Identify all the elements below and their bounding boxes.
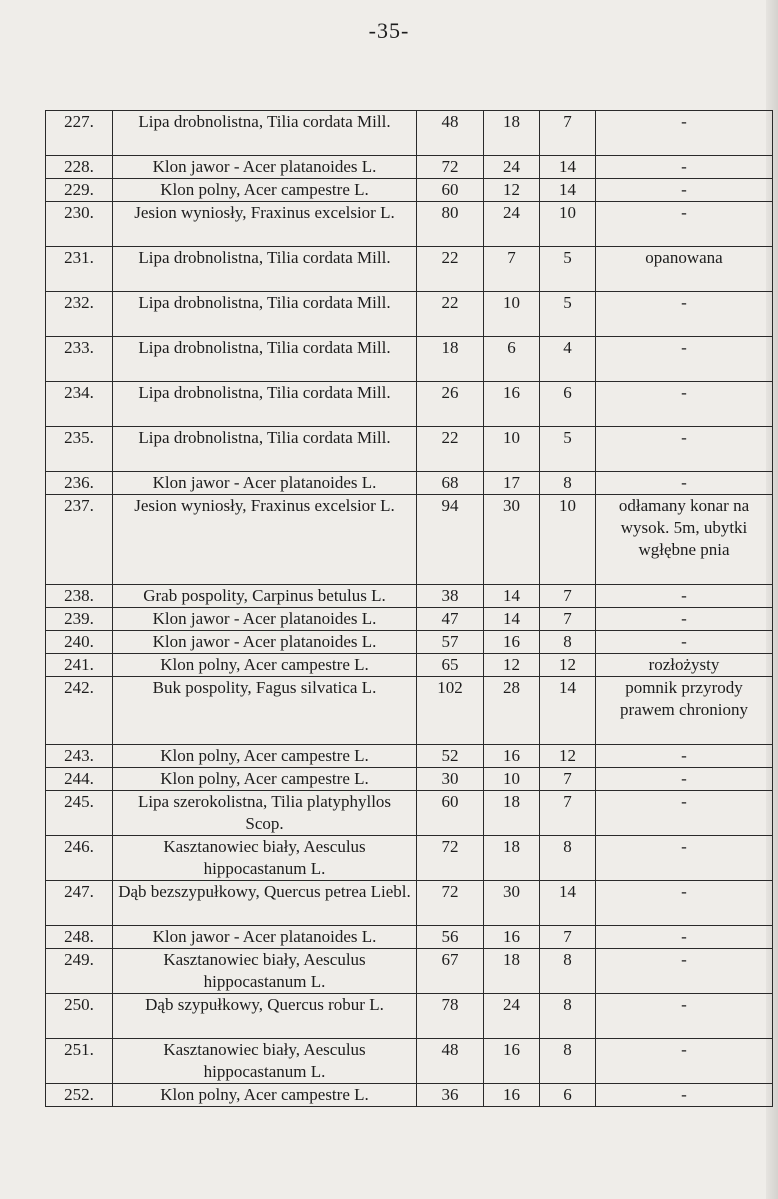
row-number: 234. bbox=[46, 382, 113, 427]
remarks: - bbox=[596, 949, 773, 994]
row-number: 250. bbox=[46, 994, 113, 1039]
remarks: opanowana bbox=[596, 247, 773, 292]
circumference-value: 48 bbox=[417, 1039, 484, 1084]
remarks: - bbox=[596, 1084, 773, 1107]
species-name: Klon polny, Acer campestre L. bbox=[113, 179, 417, 202]
crown-value: 12 bbox=[540, 745, 596, 768]
species-name: Klon polny, Acer campestre L. bbox=[113, 745, 417, 768]
table-row bbox=[46, 427, 773, 472]
crown-value: 5 bbox=[540, 292, 596, 337]
row-number: 229. bbox=[46, 179, 113, 202]
table-row bbox=[46, 585, 773, 608]
row-number: 236. bbox=[46, 472, 113, 495]
species-name: Dąb bezszypułkowy, Quercus petrea Liebl. bbox=[113, 881, 417, 926]
table-row bbox=[46, 292, 773, 337]
table-row bbox=[46, 382, 773, 427]
species-name: Lipa drobnolistna, Tilia cordata Mill. bbox=[113, 111, 417, 156]
crown-value: 8 bbox=[540, 994, 596, 1039]
height-value: 18 bbox=[484, 949, 540, 994]
table-row bbox=[46, 836, 773, 881]
table-row bbox=[46, 247, 773, 292]
row-number: 232. bbox=[46, 292, 113, 337]
table-row bbox=[46, 926, 773, 949]
height-value: 16 bbox=[484, 745, 540, 768]
circumference-value: 38 bbox=[417, 585, 484, 608]
height-value: 17 bbox=[484, 472, 540, 495]
row-number: 233. bbox=[46, 337, 113, 382]
remarks: - bbox=[596, 836, 773, 881]
species-name: Buk pospolity, Fagus silvatica L. bbox=[113, 677, 417, 745]
table-row bbox=[46, 337, 773, 382]
species-name: Grab pospolity, Carpinus betulus L. bbox=[113, 585, 417, 608]
height-value: 30 bbox=[484, 881, 540, 926]
row-number: 249. bbox=[46, 949, 113, 994]
height-value: 30 bbox=[484, 495, 540, 585]
crown-value: 7 bbox=[540, 111, 596, 156]
row-number: 252. bbox=[46, 1084, 113, 1107]
crown-value: 6 bbox=[540, 1084, 596, 1107]
crown-value: 7 bbox=[540, 791, 596, 836]
height-value: 16 bbox=[484, 1084, 540, 1107]
circumference-value: 72 bbox=[417, 156, 484, 179]
table-row bbox=[46, 768, 773, 791]
circumference-value: 56 bbox=[417, 926, 484, 949]
row-number: 247. bbox=[46, 881, 113, 926]
species-name: Klon jawor - Acer platanoides L. bbox=[113, 631, 417, 654]
species-name: Jesion wyniosły, Fraxinus excelsior L. bbox=[113, 202, 417, 247]
crown-value: 6 bbox=[540, 382, 596, 427]
height-value: 16 bbox=[484, 1039, 540, 1084]
crown-value: 8 bbox=[540, 631, 596, 654]
height-value: 24 bbox=[484, 202, 540, 247]
tree-inventory-table bbox=[45, 110, 773, 1107]
circumference-value: 65 bbox=[417, 654, 484, 677]
species-name: Lipa drobnolistna, Tilia cordata Mill. bbox=[113, 247, 417, 292]
circumference-value: 94 bbox=[417, 495, 484, 585]
circumference-value: 78 bbox=[417, 994, 484, 1039]
row-number: 240. bbox=[46, 631, 113, 654]
circumference-value: 26 bbox=[417, 382, 484, 427]
height-value: 16 bbox=[484, 382, 540, 427]
table-row bbox=[46, 608, 773, 631]
remarks: - bbox=[596, 472, 773, 495]
height-value: 12 bbox=[484, 654, 540, 677]
table-row bbox=[46, 994, 773, 1039]
remarks: rozłożysty bbox=[596, 654, 773, 677]
circumference-value: 22 bbox=[417, 247, 484, 292]
remarks: - bbox=[596, 156, 773, 179]
circumference-value: 22 bbox=[417, 292, 484, 337]
remarks: odłamany konar na wysok. 5m, ubytki wgłębne pnia bbox=[596, 495, 773, 585]
table-row bbox=[46, 156, 773, 179]
circumference-value: 67 bbox=[417, 949, 484, 994]
remarks: - bbox=[596, 337, 773, 382]
row-number: 245. bbox=[46, 791, 113, 836]
remarks: - bbox=[596, 631, 773, 654]
remarks: - bbox=[596, 202, 773, 247]
remarks: - bbox=[596, 791, 773, 836]
height-value: 7 bbox=[484, 247, 540, 292]
circumference-value: 60 bbox=[417, 179, 484, 202]
circumference-value: 80 bbox=[417, 202, 484, 247]
height-value: 14 bbox=[484, 585, 540, 608]
species-name: Lipa drobnolistna, Tilia cordata Mill. bbox=[113, 292, 417, 337]
row-number: 246. bbox=[46, 836, 113, 881]
circumference-value: 36 bbox=[417, 1084, 484, 1107]
table-row bbox=[46, 949, 773, 994]
height-value: 24 bbox=[484, 156, 540, 179]
species-name: Klon polny, Acer campestre L. bbox=[113, 654, 417, 677]
row-number: 231. bbox=[46, 247, 113, 292]
crown-value: 4 bbox=[540, 337, 596, 382]
circumference-value: 60 bbox=[417, 791, 484, 836]
species-name: Dąb szypułkowy, Quercus robur L. bbox=[113, 994, 417, 1039]
table-row bbox=[46, 495, 773, 585]
row-number: 228. bbox=[46, 156, 113, 179]
table-row bbox=[46, 111, 773, 156]
circumference-value: 52 bbox=[417, 745, 484, 768]
row-number: 239. bbox=[46, 608, 113, 631]
species-name: Klon jawor - Acer platanoides L. bbox=[113, 156, 417, 179]
table-row bbox=[46, 654, 773, 677]
circumference-value: 22 bbox=[417, 427, 484, 472]
height-value: 16 bbox=[484, 631, 540, 654]
species-name: Klon jawor - Acer platanoides L. bbox=[113, 926, 417, 949]
height-value: 18 bbox=[484, 791, 540, 836]
crown-value: 7 bbox=[540, 608, 596, 631]
circumference-value: 30 bbox=[417, 768, 484, 791]
circumference-value: 68 bbox=[417, 472, 484, 495]
table-row bbox=[46, 1039, 773, 1084]
height-value: 12 bbox=[484, 179, 540, 202]
species-name: Klon polny, Acer campestre L. bbox=[113, 1084, 417, 1107]
table-row bbox=[46, 202, 773, 247]
crown-value: 14 bbox=[540, 677, 596, 745]
species-name: Lipa drobnolistna, Tilia cordata Mill. bbox=[113, 337, 417, 382]
circumference-value: 57 bbox=[417, 631, 484, 654]
circumference-value: 72 bbox=[417, 881, 484, 926]
circumference-value: 18 bbox=[417, 337, 484, 382]
crown-value: 10 bbox=[540, 495, 596, 585]
remarks: - bbox=[596, 111, 773, 156]
crown-value: 7 bbox=[540, 585, 596, 608]
remarks: - bbox=[596, 585, 773, 608]
species-name: Klon polny, Acer campestre L. bbox=[113, 768, 417, 791]
row-number: 227. bbox=[46, 111, 113, 156]
species-name: Jesion wyniosły, Fraxinus excelsior L. bbox=[113, 495, 417, 585]
species-name: Klon jawor - Acer platanoides L. bbox=[113, 608, 417, 631]
species-name: Lipa drobnolistna, Tilia cordata Mill. bbox=[113, 382, 417, 427]
crown-value: 7 bbox=[540, 926, 596, 949]
remarks: - bbox=[596, 608, 773, 631]
remarks: - bbox=[596, 926, 773, 949]
row-number: 251. bbox=[46, 1039, 113, 1084]
remarks: - bbox=[596, 1039, 773, 1084]
height-value: 10 bbox=[484, 768, 540, 791]
row-number: 230. bbox=[46, 202, 113, 247]
height-value: 14 bbox=[484, 608, 540, 631]
height-value: 10 bbox=[484, 427, 540, 472]
height-value: 28 bbox=[484, 677, 540, 745]
table-body bbox=[46, 111, 773, 1107]
species-name: Lipa szerokolistna, Tilia platyphyllos Scop. bbox=[113, 791, 417, 836]
row-number: 235. bbox=[46, 427, 113, 472]
species-name: Klon jawor - Acer platanoides L. bbox=[113, 472, 417, 495]
table-row bbox=[46, 1084, 773, 1107]
crown-value: 14 bbox=[540, 881, 596, 926]
crown-value: 8 bbox=[540, 836, 596, 881]
remarks: - bbox=[596, 292, 773, 337]
row-number: 248. bbox=[46, 926, 113, 949]
table-row bbox=[46, 677, 773, 745]
table-row bbox=[46, 472, 773, 495]
circumference-value: 48 bbox=[417, 111, 484, 156]
table-row bbox=[46, 881, 773, 926]
crown-value: 12 bbox=[540, 654, 596, 677]
remarks: - bbox=[596, 745, 773, 768]
species-name: Kasztanowiec biały, Aesculus hippocastanum L. bbox=[113, 949, 417, 994]
crown-value: 7 bbox=[540, 768, 596, 791]
table-row bbox=[46, 179, 773, 202]
height-value: 18 bbox=[484, 836, 540, 881]
crown-value: 5 bbox=[540, 247, 596, 292]
row-number: 237. bbox=[46, 495, 113, 585]
table-row bbox=[46, 631, 773, 654]
row-number: 241. bbox=[46, 654, 113, 677]
height-value: 24 bbox=[484, 994, 540, 1039]
height-value: 6 bbox=[484, 337, 540, 382]
remarks: pomnik przyrody prawem chroniony bbox=[596, 677, 773, 745]
remarks: - bbox=[596, 427, 773, 472]
crown-value: 8 bbox=[540, 472, 596, 495]
species-name: Lipa drobnolistna, Tilia cordata Mill. bbox=[113, 427, 417, 472]
row-number: 242. bbox=[46, 677, 113, 745]
height-value: 18 bbox=[484, 111, 540, 156]
circumference-value: 72 bbox=[417, 836, 484, 881]
remarks: - bbox=[596, 881, 773, 926]
table-row bbox=[46, 745, 773, 768]
circumference-value: 47 bbox=[417, 608, 484, 631]
crown-value: 8 bbox=[540, 1039, 596, 1084]
crown-value: 14 bbox=[540, 156, 596, 179]
crown-value: 14 bbox=[540, 179, 596, 202]
crown-value: 5 bbox=[540, 427, 596, 472]
remarks: - bbox=[596, 382, 773, 427]
page-number: -35- bbox=[368, 18, 410, 43]
remarks: - bbox=[596, 994, 773, 1039]
remarks: - bbox=[596, 768, 773, 791]
species-name: Kasztanowiec biały, Aesculus hippocastanum L. bbox=[113, 836, 417, 881]
circumference-value: 102 bbox=[417, 677, 484, 745]
height-value: 16 bbox=[484, 926, 540, 949]
table-row bbox=[46, 791, 773, 836]
row-number: 238. bbox=[46, 585, 113, 608]
remarks: - bbox=[596, 179, 773, 202]
crown-value: 8 bbox=[540, 949, 596, 994]
row-number: 243. bbox=[46, 745, 113, 768]
species-name: Kasztanowiec biały, Aesculus hippocastanum L. bbox=[113, 1039, 417, 1084]
height-value: 10 bbox=[484, 292, 540, 337]
crown-value: 10 bbox=[540, 202, 596, 247]
row-number: 244. bbox=[46, 768, 113, 791]
